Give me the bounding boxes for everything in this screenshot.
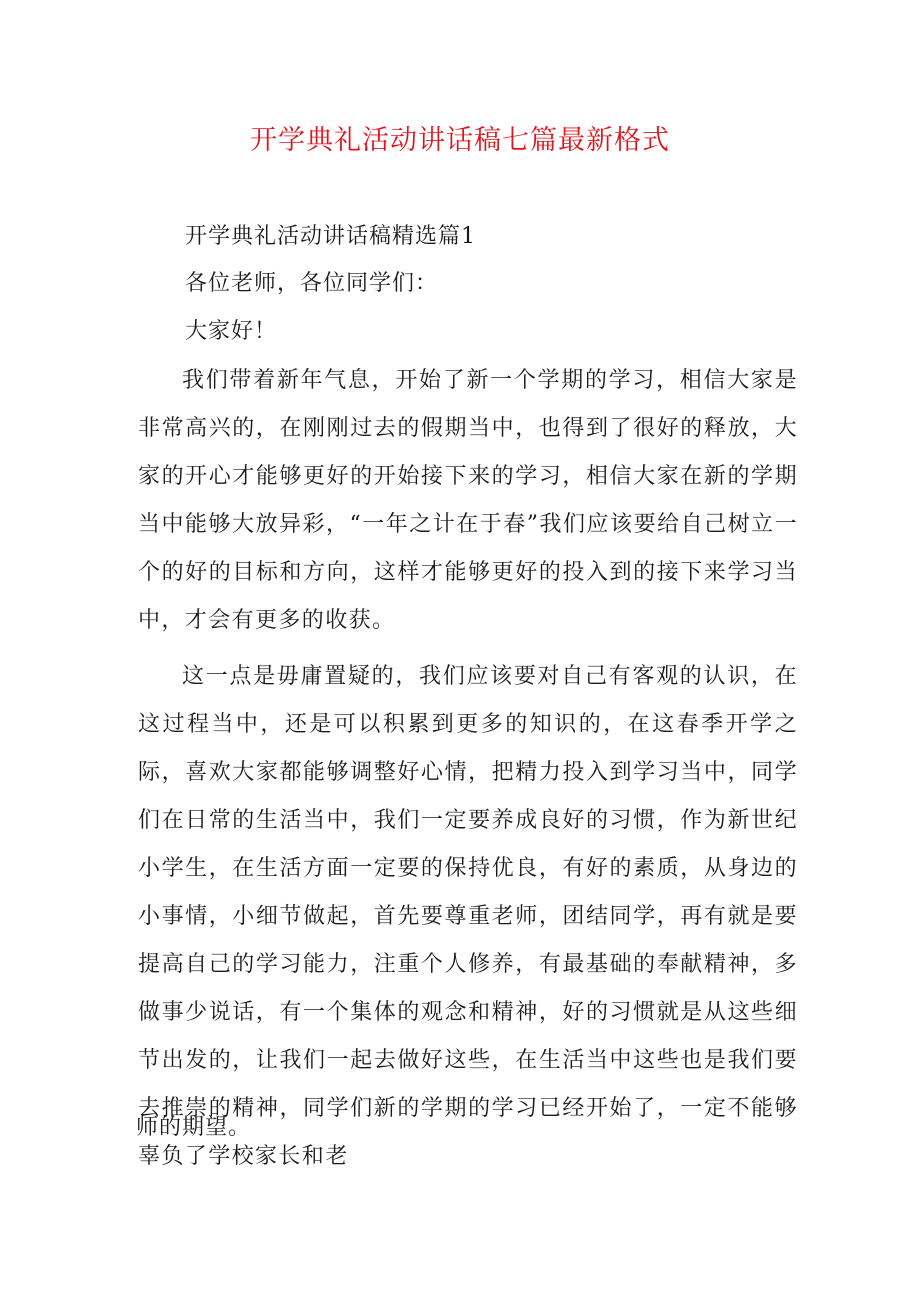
greeting-line: 各位老师，各位同学们：: [185, 271, 439, 296]
salutation-line: 大家好！: [185, 319, 278, 344]
document-title: 开学典礼活动讲话稿七篇最新格式: [250, 125, 670, 156]
section-heading: 开学典礼活动讲话稿精选篇1: [185, 224, 476, 249]
body-paragraph-2: 这一点是毋庸置疑的，我们应该要对自己有客观的认识，在这过程当中，还是可以积累到更多的知识的，在这春季开学之际，喜欢大家都能够调整好心情，把精力投入到学习当中，同学们在日常的生活当中，我们一定要养成良好的习惯，作为新世纪小学生，在生活方面一定要的保持优良，有好的素质，从身边的小事情，小细节做起，首先要尊重老师，团结同学，再有就是要提高自己的学习能力，注重个人修养，有最基础的奉献精神，多做事少说话，有一个集体的观念和精神，好的习惯就是从这些细节出发的，让我们一起去做好这些，在生活当中这些也是我们要去推崇的精神，同学们新的学期的学习已经开始了，一定不能够辜负了学校家长和老: [138, 664, 798, 1169]
body-paragraph-1: 我们带着新年气息，开始了新一个学期的学习，相信大家是非常高兴的，在刚刚过去的假期当中，也得到了很好的释放，大家的开心才能够更好的开始接下来的学习，相信大家在新的学期当中能够大放异彩，“一年之计在于春”我们应该要给自己树立一个的好的目标和方向，这样才能够更好的投入到的接下来学习当中，才会有更多的收获。: [138, 368, 798, 633]
continuation-line: 师的期望。: [136, 1115, 252, 1140]
